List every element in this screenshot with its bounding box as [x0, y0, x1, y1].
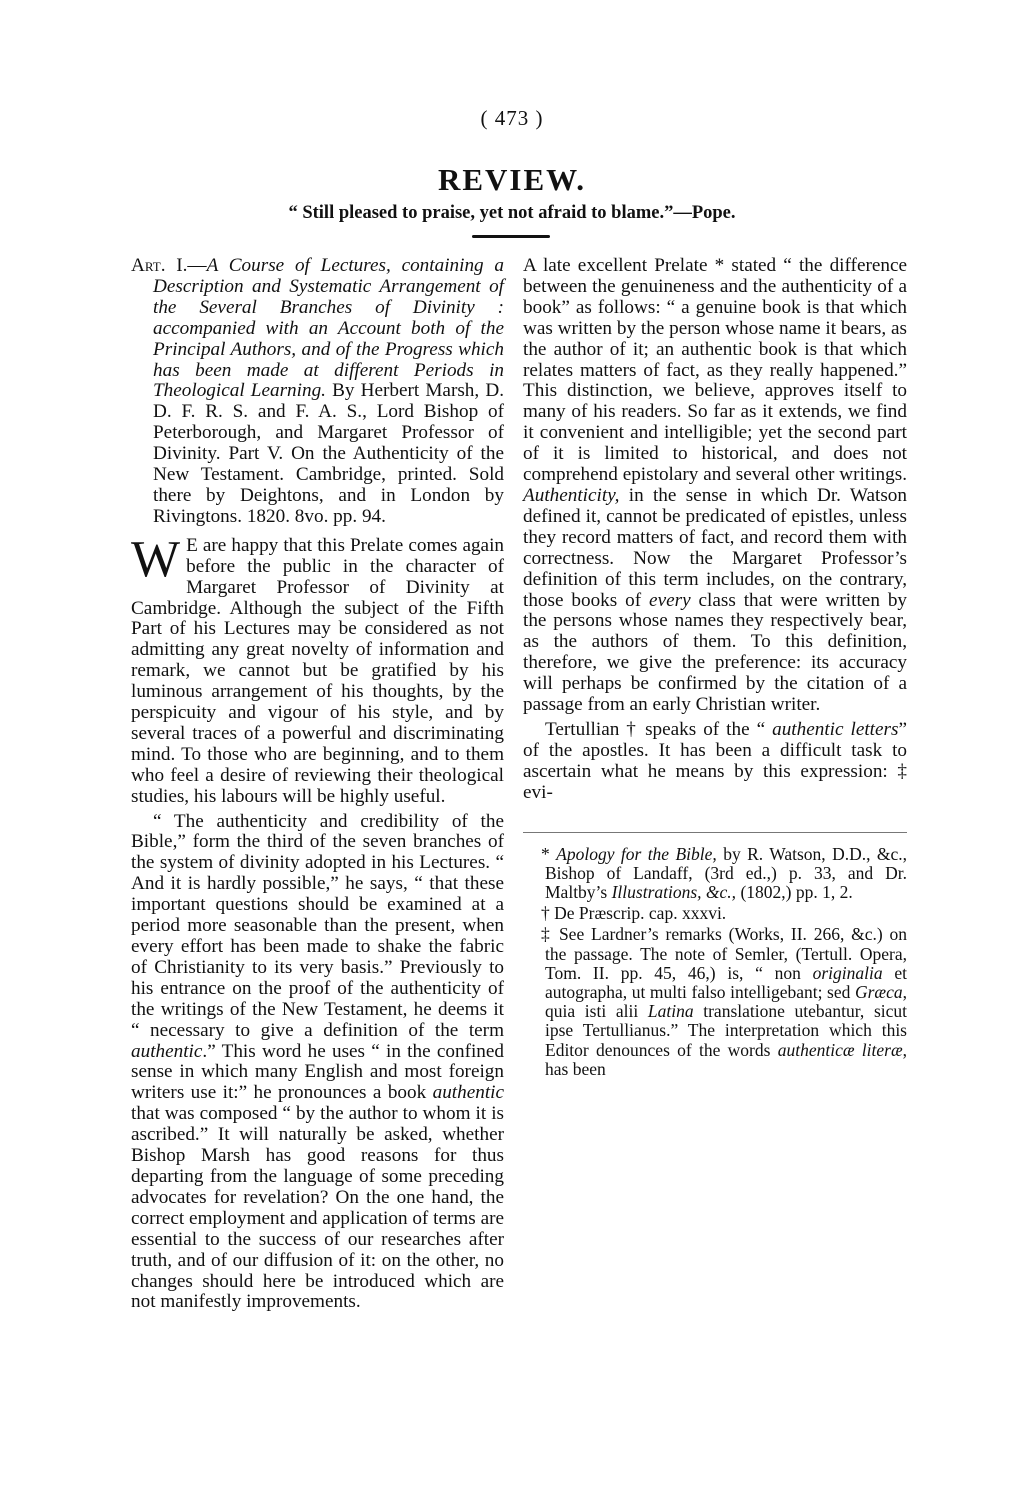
p4-italic: authentic letters [772, 718, 899, 740]
article-byline: By Herbert Marsh, D. D. F. R. S. and F. A. S., Lord Bishop of Peterborough, and Margaret Professor of Divinity. Part V. On the Authenticity of the New Testament. Cambridge, printed. Sold there by Deightons, and in London by Rivingtons. 1820. 8vo. pp. 94. [153, 380, 504, 527]
p2-text-a: “ The authenticity and credibility of the Bible,” form the third of the seven branches of the system of divinity adopted in his Lectures. “ And it is hardly possible,” he says, “ that these important questions should be examined at a period more seasonable than the present, when every effort has been made to shake the fabric of Christianity to its very basis.” Previously to his entrance on the proof of the authenticity of the writings of the New Testament, he deems it “ necessary to give a definition of the term [131, 810, 504, 1041]
footnote-1 [523, 845, 907, 903]
page-number: ( 473 ) [480, 106, 544, 130]
p2-text-b: .” This word he uses “ in the confined sense in which many English and most foreign writers use it:” he pronounces a book [131, 1040, 504, 1104]
fn3-text-a: ‡ See Lardner’s remarks (Works, II. 266, &c.) on the passage. The note of Semler, (Tertull. Opera, Tom. II. pp. 45, 46,) is, “ non [541, 924, 907, 983]
body-paragraph-4 [523, 720, 907, 804]
body-paragraph-2 [131, 812, 504, 1314]
p4-text-b: ” of the apostles. It has been a difficult task to ascertain what he means by this expression: ‡ evi- [523, 718, 907, 803]
epigraph: “ Still pleased to praise, yet not afraid to blame.”—Pope. [288, 203, 736, 223]
fn3-italic-2: Græca [854, 981, 903, 1002]
p3-italic: Authenticity, [523, 484, 620, 506]
fn3-text-b: et autographa, ut multi falso intelligebant; sed [545, 962, 907, 1002]
p4-text-a: Tertullian † speaks of the “ [545, 718, 773, 740]
body-paragraph-1 [131, 530, 504, 808]
fn1-italic: Apology for the Bible, [556, 843, 717, 864]
p3-text-b: in the sense in which Dr. Watson defined it, cannot be predicated of epistles, unless they record matters of fact, and record them with correctness. Now the Margaret Professor’s definition of this term includes, on the contrary, those books of [523, 484, 907, 611]
fn3-italic: originalia [812, 962, 883, 983]
article-title: A Course of Lectures, containing a Description and Systematic Arrangement of the Several Branches of Divinity : accompanied with an Account both of the Principal Authors, and of the Progress which has been made at different Periods in Theological Learning. [153, 255, 505, 402]
footnote-3 [523, 925, 907, 1079]
title-rule [472, 235, 550, 238]
footnote-2: † De Præscrip. cap. xxxvi. [541, 903, 727, 924]
fn1-text-a: by R. Watson, D.D., &c., Bishop of Landaff, (3rd ed.,) p. 33, and Dr. Maltby’s [545, 843, 907, 902]
fn3-text-c: , quia isti alii [545, 981, 907, 1022]
right-column [523, 256, 907, 1081]
fn3-text-e: , has been [545, 1039, 907, 1079]
p3-italic-2: every [649, 589, 691, 611]
article-heading [131, 256, 504, 528]
fn3-text-d: translatione utebantur, sicut ipse Tertullianus.” The interpretation which this Editor denounces of the words [545, 1001, 907, 1060]
section-title: REVIEW. [437, 162, 587, 197]
fn3-italic-4: authenticæ literæ [777, 1039, 903, 1060]
p3-text-a: A late excellent Prelate * stated “ the difference between the genuineness and the authenticity of a book” as follows: “ a genuine book is that which was written by the person whose name it bears, as the author of it; an authentic book is that which relates matters of fact, as they really happened.” This distinction, we believe, approves itself to many of his readers. So far as it extends, we find it convenient and intelligible; yet the second part of it is limited to historical, and does not comprehend epistolary and several other writings. [523, 255, 907, 486]
p2-italic-2: authentic [432, 1082, 504, 1104]
p3-text-c: class that were written by the persons whose names they respectively bear, as the authors of them. To this definition, therefore, we give the preference: its accuracy will perhaps be confirmed by the citation of a passage from an early Christian writer. [523, 589, 907, 716]
fn1-text-b: (1802,) pp. 1, 2. [736, 881, 853, 902]
fn1-mark: * [541, 843, 557, 864]
p2-italic: authentic [131, 1040, 203, 1062]
body-paragraph-3 [523, 256, 907, 716]
article-label: Art. I.— [131, 255, 207, 276]
drop-cap: W [131, 530, 181, 588]
fn3-italic-3: Latina [647, 1001, 694, 1022]
body-paragraph-1-text: E are happy that this Prelate comes again before the public in the character of Margaret Professor of Divinity at Cambridge. Although the subject of the Fifth Part of his Lectures may be considered as not admitting any great novelty of information and remark, we cannot but be gratified by his luminous arrangement of his thoughts, by the perspicuity and vigour of his style, and by several traces of a powerful and discriminating mind. To those who are beginning, and to them who feel a desire of reviewing their theological studies, his labours will be highly useful. [131, 534, 504, 807]
p2-text-c: that was composed “ by the author to whom it is ascribed.” It will naturally be asked, whether Bishop Marsh has good reasons for thus departing from the language of some preceding advocates for revelation? On the one hand, the correct employment and application of terms are essential to the success of our researches after truth, and of our diffusion of it: on the other, no changes should here be introduced which are not manifestly improvements. [131, 1103, 504, 1313]
fn1-italic-2: Illustrations, &c., [611, 881, 737, 902]
left-column [131, 256, 504, 1313]
footnotes [523, 832, 907, 1079]
